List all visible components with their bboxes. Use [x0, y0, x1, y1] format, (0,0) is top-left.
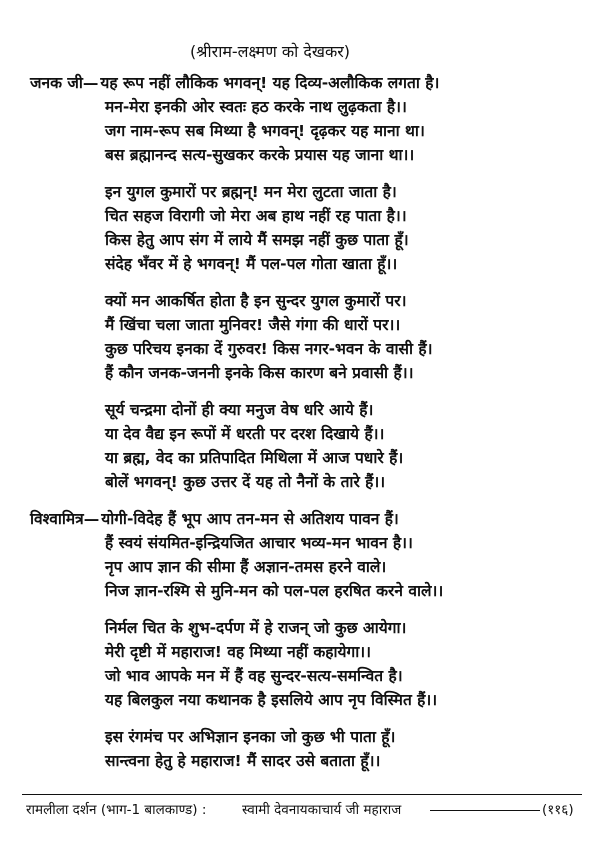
verse-line: मैं खिंचा चला जाता मुनिवर! जैसे गंगा की धारों पर।।	[105, 316, 401, 334]
verse-line: सान्त्वना हेतु हे महाराज! मैं सादर उसे बताता हूँ।।	[105, 752, 381, 770]
page-number: (११६)	[542, 802, 574, 818]
verse-line: हैं कौन जनक-जननी इनके किस कारण बने प्रवासी हैं।।	[105, 364, 414, 382]
page-footer	[22, 794, 582, 819]
verse-line: मेरी दृष्टी में महाराज! वह मिथ्या नहीं कहायेगा।।	[105, 643, 371, 661]
verse-line: किस हेतु आप संग में लाये मैं समझ नहीं कुछ पाता हूँ।	[105, 231, 409, 249]
verse-line: यह रूप नहीं लौकिक भगवन्! यह दिव्य-अलौकिक लगता है।	[100, 74, 440, 92]
verse-line: इन युगल कुमारों पर ब्रह्मन्! मन मेरा लुटता जाता है।	[105, 183, 397, 201]
verse-line: मन-मेरा इनकी ओर स्वतः हठ करके नाथ लुढ़कता है।।	[105, 98, 407, 116]
verse-line: यह बिलकुल नया कथानक है इसलिये आप नृप विस्मित हैं।।	[105, 691, 438, 709]
verse-line: योगी-विदेह हैं भूप आप तन-मन से अतिशय पावन हैं।	[101, 510, 399, 528]
footer-book-title: रामलीला दर्शन (भाग-1 बालकाण्ड) :	[26, 802, 207, 818]
verse-line: चित सहज विरागी जो मेरा अब हाथ नहीं रह पाता है।।	[105, 207, 407, 225]
footer-author: स्वामी देवनायकाचार्य जी महाराज	[242, 802, 402, 818]
verse-line: कुछ परिचय इनका दें गुरुवर! किस नगर-भवन के वासी हैं।	[105, 340, 433, 358]
verse-line: बोलें भगवन्! कुछ उत्तर दें यह तो नैनों के तारे हैं।।	[105, 473, 386, 491]
verse-line: निर्मल चित के शुभ-दर्पण में हे राजन् जो कुछ आयेगा।	[105, 619, 407, 637]
speaker-label: विश्वामित्र—	[30, 510, 100, 528]
verse-line: नृप आप ज्ञान की सीमा हैं अज्ञान-तमस हरने वाले।	[105, 558, 387, 576]
speaker-label: जनक जी—	[30, 74, 99, 92]
verse-line: हैं स्वयं संयमित-इन्द्रियजित आचार भव्य-मन भावन है।।	[105, 534, 413, 552]
verse-line: जो भाव आपके मन में हैं वह सुन्दर-सत्य-समन्वित है।	[105, 667, 403, 685]
verse-line: या ब्रह्म, वेद का प्रतिपादित मिथिला में आज पधारे हैं।	[105, 449, 404, 467]
verse-line: या देव वैद्य इन रूपों में धरती पर दरश दिखाये हैं।।	[105, 425, 385, 443]
verse-line: जग नाम-रूप सब मिथ्या है भगवन्! दृढ़कर यह माना था।	[105, 122, 425, 140]
verse-line: बस ब्रह्मानन्द सत्य-सुखकर करके प्रयास यह जाना था।।	[105, 146, 415, 164]
scene-heading: (श्रीराम-लक्ष्मण को देखकर)	[189, 42, 351, 61]
verse-line: संदेह भँवर में हे भगवन्! मैं पल-पल गोता खाता हूँ।।	[105, 255, 398, 273]
verse-line: इस रंगमंच पर अभिज्ञान इनका जो कुछ भी पाता हूँ।	[105, 728, 396, 746]
verse-line: निज ज्ञान-रश्मि से मुनि-मन को पल-पल हरषित करने वाले।।	[105, 582, 444, 600]
verse-line: सूर्य चन्द्रमा दोनों ही क्या मनुज वेष धरि आये हैं।	[105, 401, 374, 419]
verse-line: क्यों मन आकर्षित होता है इन सुन्दर युगल कुमारों पर।	[105, 292, 407, 310]
footer-rule	[430, 810, 540, 811]
